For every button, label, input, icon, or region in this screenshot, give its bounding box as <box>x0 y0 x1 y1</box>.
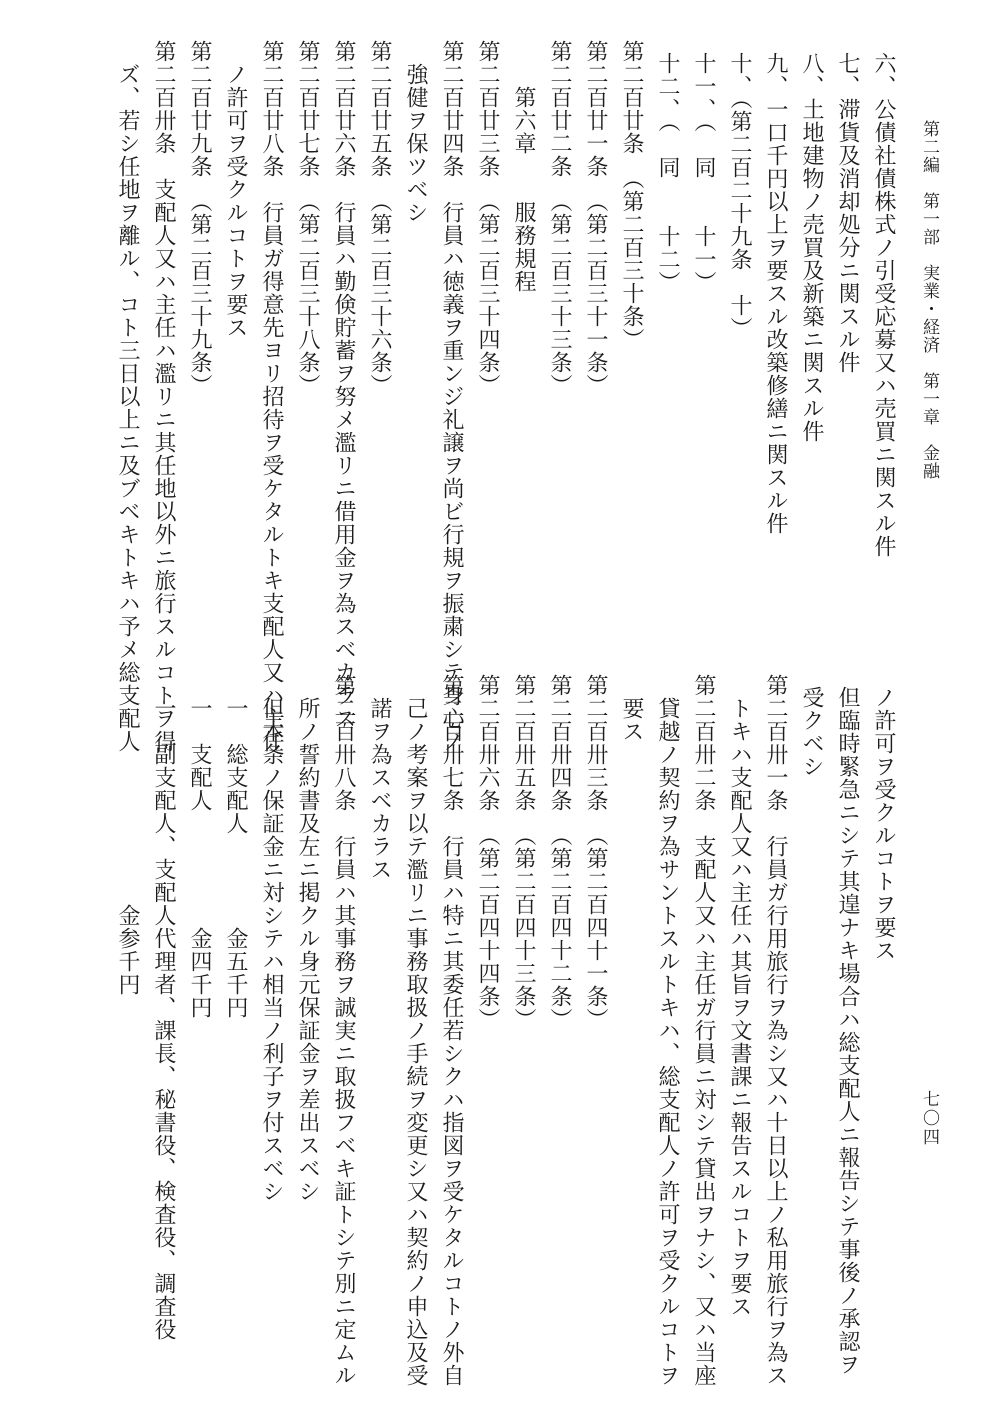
text-column: 一 支配人 金四千円 <box>187 674 212 1019</box>
text-column: 要ス <box>619 674 644 743</box>
text-column: 八、土地建物ノ売買及新築ニ関スル件 <box>799 52 824 443</box>
text-column: 諾ヲ為スベカラス <box>367 674 392 881</box>
text-column: 受クベシ <box>799 686 824 778</box>
text-column: トキハ支配人又ハ主任ハ其旨ヲ文書課ニ報告スルコトヲ要ス <box>727 674 752 1318</box>
text-column: ノ許可ヲ受クルコトヲ要ス <box>871 686 896 962</box>
text-column: 一 総支配人 金五千円 <box>223 674 248 1019</box>
text-column: 所ノ誓約書及左ニ掲クル身元保証金ヲ差出スベシ <box>295 674 320 1203</box>
text-column: 第二百廿一条 （第二百三十一条） <box>583 40 608 397</box>
text-column: 第二百廿五条 （第二百三十六条） <box>367 40 392 397</box>
text-column: 第二百廿三条 （第二百三十四条） <box>475 40 500 397</box>
text-column: 第二百廿二条 （第二百三十三条） <box>547 40 572 397</box>
text-column: 十、（第二百二十九条 十） <box>727 52 752 340</box>
text-column: 第二百卅二条 支配人又ハ主任ガ行員ニ対シテ貸出ヲナシ、又ハ当座 <box>691 674 716 1387</box>
text-column: 第二百卅七条 行員ハ特ニ其委任若シクハ指図ヲ受ケタルコトノ外自 <box>439 674 464 1387</box>
text-column: 貸越ノ契約ヲ為サントスルトキハ、総支配人ノ許可ヲ受クルコトヲ <box>655 674 680 1387</box>
text-column: 九、一口千円以上ヲ要スル改築修繕ニ関スル件 <box>763 52 788 535</box>
text-column: 金参千円 <box>115 674 140 996</box>
text-column: 第二百卅三条 （第二百四十一条） <box>583 674 608 1031</box>
text-column: 第二百廿七条 （第二百三十八条） <box>295 40 320 397</box>
text-column: 第二百卅条 支配人又ハ主任ハ濫リニ其任地以外ニ旅行スルコトヲ得 <box>151 40 176 753</box>
text-column: 但本条ノ保証金ニ対シテハ相当ノ利子ヲ付スベシ <box>259 674 284 1203</box>
page-number: 七〇四 <box>919 1090 939 1147</box>
text-column: 第二百卅四条 （第二百四十二条） <box>547 674 572 1031</box>
text-column: 第二百廿九条 （第二百三十九条） <box>187 40 212 397</box>
text-column: 十二、（ 同 十二） <box>655 52 680 294</box>
text-column: 七、滞貨及消却処分ニ関スル件 <box>835 52 860 374</box>
text-column: 強健ヲ保ツベシ <box>403 40 428 224</box>
text-column: 第二百卅五条 （第二百四十三条） <box>511 674 536 1031</box>
text-column: 第二百廿八条 行員ガ得意先ヨリ招待ヲ受ケタルトキ支配人又ハ主任 <box>259 40 284 753</box>
text-column: ノ許可ヲ受クルコトヲ要ス <box>223 40 248 339</box>
text-column: 但臨時緊急ニシテ其遑ナキ場合ハ総支配人ニ報告シテ事後ノ承認ヲ <box>835 686 860 1376</box>
text-column: ズ、若シ任地ヲ離ル、コト三日以上ニ及ブベキトキハ予メ総支配人 <box>115 40 140 753</box>
running-head: 第二編 第一部 実業・経済 第一章 金融 <box>919 120 939 480</box>
text-column: 第二百廿六条 行員ハ勤倹貯蓄ヲ努メ濫リニ借用金ヲ為スベカラス <box>331 40 356 730</box>
text-column: 十一、（ 同 十一） <box>691 52 716 294</box>
text-column: 第二百卅八条 行員ハ其事務ヲ誠実ニ取扱フベキ証トシテ別ニ定ムル <box>331 674 356 1387</box>
chapter-heading: 第六章 服務規程 <box>511 40 536 293</box>
text-column: 六、公債社債株式ノ引受応募又ハ売買ニ関スル件 <box>871 52 896 558</box>
text-column: 第二百廿条 （第二百三十条） <box>619 40 644 351</box>
text-column: 一 副支配人、支配人代理者、課長、秘書役、検査役、調査役 <box>151 674 176 1341</box>
text-column: 己ノ考案ヲ以テ濫リニ事務取扱ノ手続ヲ変更シ又ハ契約ノ申込及受 <box>403 674 428 1387</box>
text-column: 第二百卅一条 行員ガ行用旅行ヲ為シ又ハ十日以上ノ私用旅行ヲ為ス <box>763 674 788 1387</box>
text-column: 第二百卅六条 （第二百四十四条） <box>475 674 500 1031</box>
text-column: 第二百廿四条 行員ハ徳義ヲ重ンジ礼譲ヲ尚ビ行規ヲ振粛シテ身心ノ <box>439 40 464 753</box>
